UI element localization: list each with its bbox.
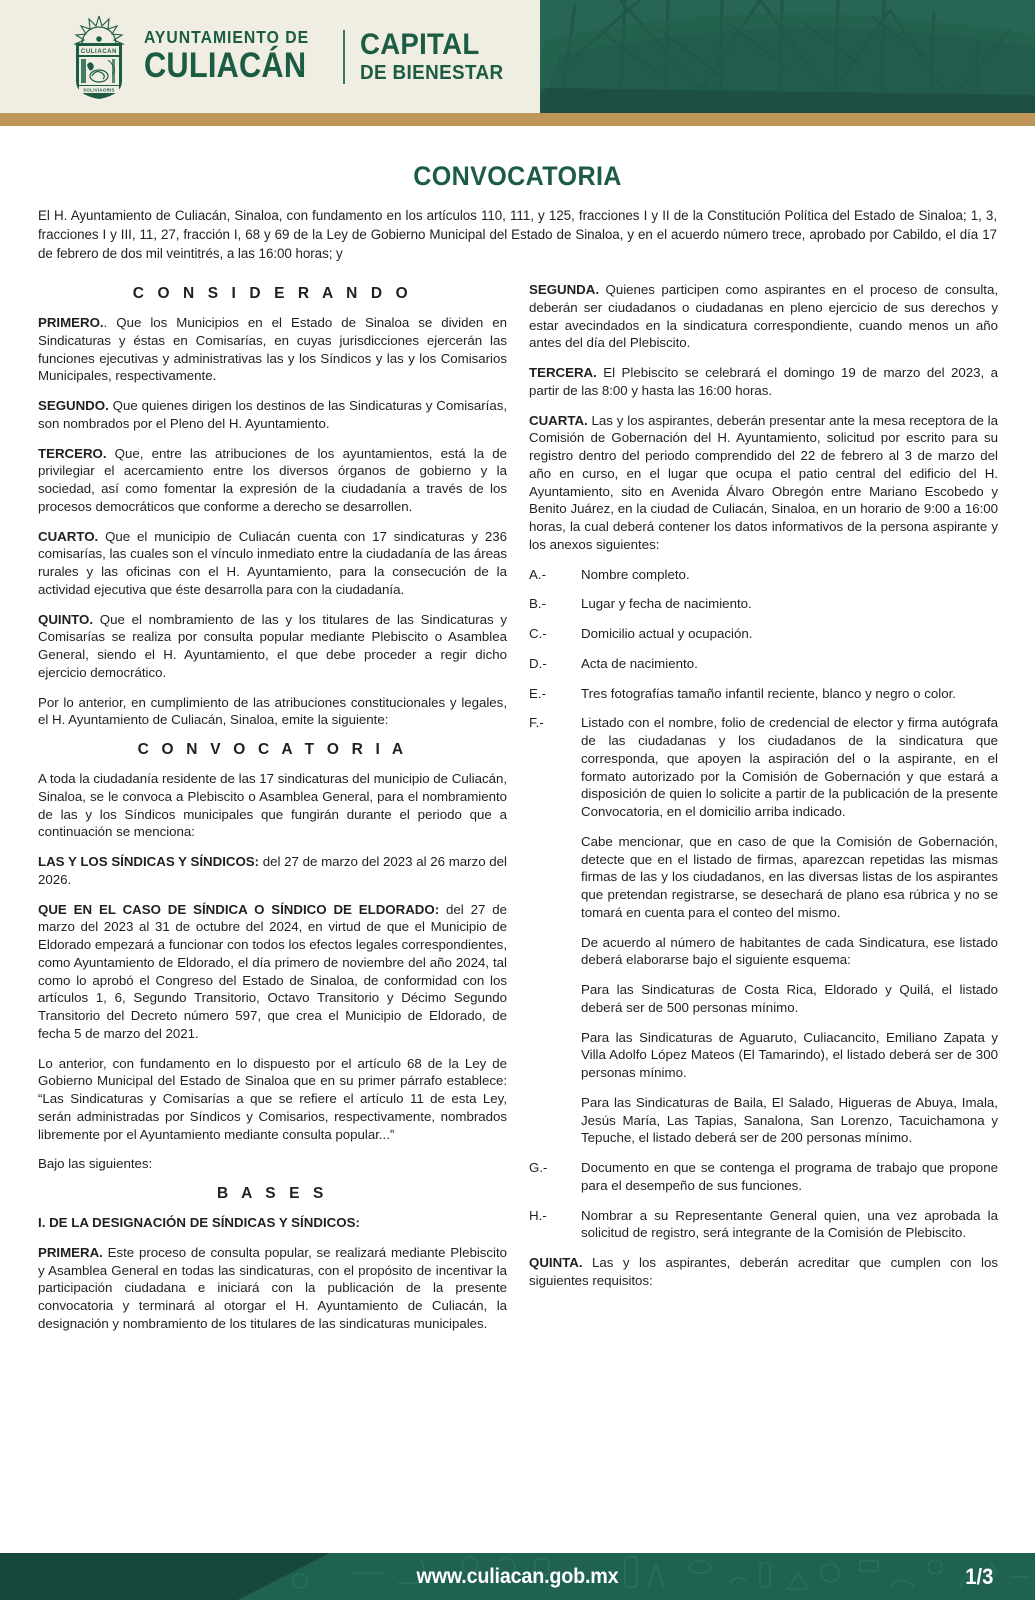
considerando-label: QUINTO.	[38, 611, 94, 627]
considerando-text: Que el municipio de Culiacán cuenta con 17 sindicaturas y 236 comisarías, las cuales son el vínculo inmediato entre la ciudadanía de las áreas rurales y las oficinas con el H. Ayuntamiento, para la consecución de la actividad ejecutiva que éste desarrolla para con la ciudadanía.	[38, 528, 507, 597]
considerando-text: Que el nombramiento de las y los titulares de las Sindicaturas y Comisarías se realiza por consulta popular mediante Plebiscito o Asamblea General, siendo el H. Ayuntamiento, el que debe proceder a regir dicho ejercicio democrático.	[38, 611, 507, 680]
base-primera	[38, 1244, 507, 1333]
anexo-item	[529, 625, 998, 643]
bases-heading: B A S E S	[217, 1185, 328, 1203]
base-label: CUARTA.	[529, 412, 588, 428]
page-number: 1/3	[965, 1563, 994, 1589]
considerando-text: Que quienes dirigen los destinos de las Sindicaturas y Comisarías, son nombrados por el Pleno del H. Ayuntamiento.	[38, 398, 507, 431]
periodo-text: del 27 de marzo del 2023 al 26 marzo del 2026.	[38, 854, 507, 887]
document-intro: El H. Ayuntamiento de Culiacán, Sinaloa, con fundamento en los artículos 110, 111, y 125, fracciones I y II de la Constitución Política del Estado de Sinaloa; 1, 3, fracciones I y III, 11, 27, fracción I, 68 y 69 de la Ley de Gobierno Municipal del Estado de Sinaloa, y en el acuerdo número trece, aprobado por Cabildo, el día 17 de febrero de dos mil veintitrés, a las 16:00 horas; y	[38, 208, 997, 262]
periodo-label: LAS Y LOS SÍNDICAS Y SÍNDICOS:	[38, 854, 260, 870]
svg-text:CULIACAN: CULIACAN	[80, 49, 118, 56]
considerando-item	[38, 445, 507, 516]
culiacan-coat-of-arms-icon	[68, 13, 130, 101]
anexo-letter: F.-	[529, 715, 544, 731]
anexo-item	[529, 1159, 998, 1195]
anexo-text: Nombre completo.	[581, 566, 690, 582]
page-header	[0, 0, 1035, 113]
considerando-heading: C O N S I D E R A N D O	[132, 285, 413, 303]
left-column	[38, 281, 507, 1333]
anexo-item	[529, 566, 998, 584]
anexo-f-p5: Para las Sindicaturas de Aguaruto, Culiacancito, Emiliano Zapata y Villa Adolfo López Mateos (El Tamarindo), el listado deberá ser de 300 personas mínimo.	[581, 1029, 998, 1081]
anexo-letter: C.-	[529, 626, 547, 642]
periodo-item	[38, 853, 507, 889]
periodo-label: QUE EN EL CASO DE SÍNDICA O SÍNDICO DE ELDORADO:	[38, 901, 440, 917]
anexo-f-p4: Para las Sindicaturas de Costa Rica, Eldorado y Quilá, el listado deberá ser de 500 personas mínimo.	[581, 982, 998, 1015]
base-text: Las y los aspirantes, deberán presentar ante la mesa receptora de la Comisión de Gobernación del H. Ayuntamiento, solicitud por escrito para su registro dentro del periodo comprendido del 22 de febrero al 3 de marzo del año en curso, en el lugar que ocupa el patio central del edificio del H. Ayuntamiento, sito en Avenida Álvaro Obregón entre Mariano Escobedo y Benito Juárez, en la ciudad de Culiacán, Sinaloa, en un horario de 9:00 a 16:00 horas, la cual deberá contener los datos informativos de la persona aspirante y los anexos siguientes:	[529, 412, 998, 552]
anexo-letter: A.-	[529, 566, 546, 582]
considerando-item	[38, 314, 507, 385]
considerando-text: Que, entre las atribuciones de los ayuntamientos, está la de privilegiar el acercamiento entre los diversos órganos de gobierno y la sociedad, así como fomentar la expresión de la ciudadanía a través de los procesos democráticos que conforme a derecho se desarrollen.	[38, 445, 507, 514]
anexo-letter: B.-	[529, 596, 546, 612]
brand-divider	[343, 30, 345, 84]
anexo-text: Nombrar a su Representante General quien, una vez aprobada la solicitud de registro, será integrante de la Comisión de Plebiscito.	[581, 1207, 998, 1241]
org-line-1: AYUNTAMIENTO DE	[144, 27, 310, 48]
base-label: QUINTA.	[529, 1255, 583, 1271]
anexo-letter: E.-	[529, 685, 546, 701]
anexo-item	[529, 685, 998, 703]
considerando-item	[38, 611, 507, 682]
document-body	[0, 161, 1035, 1333]
periodo-item	[38, 901, 507, 1043]
base-segunda	[529, 281, 998, 352]
anexo-text-f	[581, 714, 998, 1147]
anexo-item	[529, 655, 998, 673]
base-text: Las y los aspirantes, deberán acreditar que cumplen con los siguientes requisitos:	[529, 1255, 998, 1288]
bases-subheading: I. DE LA DESIGNACIÓN DE SÍNDICAS Y SÍNDICOS:	[38, 1215, 360, 1231]
considerando-label: SEGUNDO.	[38, 398, 109, 414]
considerando-text: . Que los Municipios en el Estado de Sinaloa se dividen en Sindicaturas y éstas en Comisarías, en cuyas jurisdicciones ejercerán las funciones ejecutivas y administrativas las y los Síndicos y las y los Comisarios Municipales, respectivamente.	[38, 315, 507, 384]
considerando-label: TERCERO.	[38, 445, 107, 461]
base-text: El Plebiscito se celebrará el domingo 19 de marzo del 2023, a partir de las 8:00 y hasta las 16:00 horas.	[529, 365, 998, 398]
base-text: Este proceso de consulta popular, se realizará mediante Plebiscito y Asamblea General en todas las sindicaturas, con el propósito de incentivar la participación ciudadana e iniciará con la publicación de la presente convocatoria y terminará al otorgar el H. Ayuntamiento de Culiacán, la designación y nombramiento de los titulares de las sindicaturas municipales.	[38, 1244, 507, 1331]
convocatoria-heading: C O N V O C A T O R I A	[137, 741, 408, 759]
anexo-f-p3: De acuerdo al número de habitantes de cada Sindicatura, ese listado deberá elaborarse bajo el siguiente esquema:	[581, 934, 998, 968]
considerando-label: CUARTO.	[38, 528, 99, 544]
bajo-las-siguientes: Bajo las siguientes:	[38, 1156, 153, 1172]
slogan-line-1: CAPITAL	[360, 27, 480, 61]
svg-text:SOLIVIAORIS: SOLIVIAORIS	[83, 87, 115, 93]
gold-accent-bar	[0, 113, 1035, 126]
anexo-text: Documento en que se contenga el programa de trabajo que propone para el desempeño de sus funciones.	[581, 1160, 998, 1193]
periodo-text: del 27 de marzo del 2023 al 31 de octubre del 2024, en virtud de que el Municipio de Eldorado empezará a funcionar con todos los efectos legales correspondientes, como Ayuntamiento de Eldorado, el día primero de noviembre del año 2024, tal como lo aprobó el Congreso del Estado de Sinaloa, de conformidad con los artículos 1, 6, Segundo Transitorio, Octavo Transitorio y Décimo Segundo Transitorio del Decreto número 597, que crea el Municipio de Eldorado, de fecha 5 de marzo del 2021.	[38, 901, 507, 1041]
anexo-f-p1: Listado con el nombre, folio de credencial de elector y firma autógrafa de las ciudadanas y los ciudadanos de la sindicatura que corresponda, que apoyen la aspiración del o la aspirante, en el formato autorizado por la Comisión de Gobernación y que estará a disposición de quien lo solicite a partir de la publicación de la presente Convocatoria, en el domicilio arriba indicado.	[581, 715, 998, 820]
base-text: Quienes participen como aspirantes en el proceso de consulta, deberán ser ciudadanos o ciudadanas en pleno ejercicio de sus derechos y estar avecindados en la sindicatura correspondiente, cuando menos un año antes del día del Plebiscito.	[529, 282, 998, 351]
convocatoria-intro: A toda la ciudadanía residente de las 17 sindicaturas del municipio de Culiacán, Sinaloa, se le convoca a Plebiscito o Asamblea General, para el nombramiento de las y los Síndicos municipales que fungirán durante el periodo que a continuación se menciona:	[38, 771, 507, 840]
org-line-2: CULIACÁN	[144, 45, 307, 85]
anexo-text: Acta de nacimiento.	[581, 655, 698, 671]
right-column	[529, 281, 998, 1290]
slogan-line-2: DE BIENESTAR	[360, 60, 504, 84]
considerando-item	[38, 397, 507, 433]
anexo-letter: H.-	[529, 1207, 547, 1223]
base-tercera	[529, 364, 998, 400]
anexo-item	[529, 595, 998, 613]
base-label: SEGUNDA.	[529, 282, 600, 298]
base-label: PRIMERA.	[38, 1244, 103, 1260]
fundamento-paragraph: Lo anterior, con fundamento en lo dispuesto por el artículo 68 de la Ley de Gobierno Municipal del Estado de Sinaloa que en su primer párrafo establece: “Las Sindicaturas y Comisarías a que se refiere el artículo 11 de esta Ley, serán administradas por Síndicos y Comisarios, respectivamente, nombrados libremente por el Ayuntamiento mediante consulta popular...”	[38, 1055, 507, 1142]
considerando-closing: Por lo anterior, en cumplimiento de las atribuciones constitucionales y legales, el H. Ayuntamiento de Culiacán, Sinaloa, emite la siguiente:	[38, 694, 507, 728]
considerando-item	[38, 528, 507, 599]
anexo-letter: G.-	[529, 1160, 548, 1176]
anexo-item	[529, 1207, 998, 1243]
page-title: CONVOCATORIA	[413, 161, 622, 191]
two-column-layout	[38, 281, 997, 1333]
base-quinta	[529, 1254, 998, 1290]
brand-lockup	[68, 12, 516, 102]
page-footer	[0, 1553, 1035, 1600]
anexo-text: Domicilio actual y ocupación.	[581, 626, 753, 642]
anexo-text: Lugar y fecha de nacimiento.	[581, 596, 752, 612]
anexo-f-p6: Para las Sindicaturas de Baila, El Salado, Higueras de Abuya, Imala, Jesús María, Las Tapias, Sanalona, San Lorenzo, Tacuichamona y Tepuche, el listado deberá ser de 200 personas mínimo.	[581, 1094, 998, 1146]
anexo-item-f	[529, 714, 998, 1147]
base-label: TERCERA.	[529, 365, 597, 381]
anexo-letter: D.-	[529, 655, 547, 671]
anexo-text: Tres fotografías tamaño infantil reciente, blanco y negro o color.	[581, 685, 956, 701]
considerando-label: PRIMERO.	[38, 315, 104, 331]
base-cuarta	[529, 412, 998, 554]
anexo-f-p2: Cabe mencionar, que en caso de que la Comisión de Gobernación, detecte que en el listado de firmas, aparezcan repetidas las mismas firmas de las y los ciudadanos, en las diversas listas de los aspirantes que pretendan registrarse, se desechará de plano esa rúbrica y no se tomará en cuenta para el conteo del mismo.	[581, 833, 998, 920]
footer-website-url[interactable]: www.culiacan.gob.mx	[416, 1564, 619, 1588]
